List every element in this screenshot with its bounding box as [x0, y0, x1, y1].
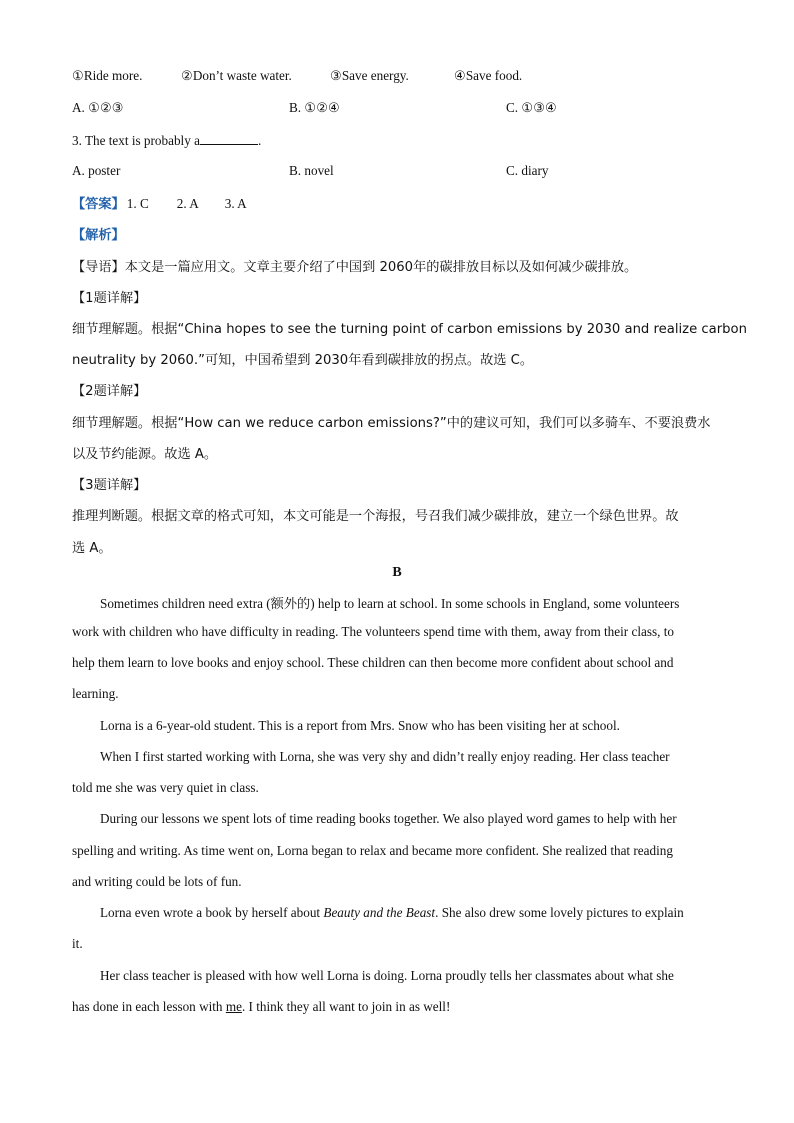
detail-3-line-2: 选 A。	[72, 541, 112, 556]
p4-line-1: During our lessons we spent lots of time reading books together. We also played word games to help with her	[100, 811, 677, 826]
q2-option-c: C. ①③④	[506, 100, 557, 115]
p6-line-2-post: . I think they all want to join in as well!	[241, 999, 451, 1014]
p5-line-1	[100, 905, 684, 921]
p4-line-3: and writing could be lots of fun.	[72, 874, 242, 889]
p6-line-2-pre: has done in each lesson with	[72, 999, 226, 1014]
book-title: Beauty and the Beast	[323, 905, 436, 920]
q2-item-1: ①Ride more.	[72, 68, 143, 83]
q2-option-a: A. ①②③	[72, 100, 124, 115]
detail-1-line-1: 细节理解题。根据“China hopes to see the turning point of carbon emissions by 2030 and realize carbon	[72, 322, 747, 337]
answer-2: 2. A	[176, 196, 199, 211]
p1-line-4: learning.	[72, 686, 119, 701]
detail-2-line-1: 细节理解题。根据“How can we reduce carbon emissions?”中的建议可知，我们可以多骑车、不要浪费水	[72, 416, 711, 431]
p6-line-1: Her class teacher is pleased with how well Lorna is doing. Lorna proudly tells her classmates about what she	[100, 968, 674, 983]
answer-1: 1. C	[126, 196, 149, 211]
q3-stem-text: 3. The text is probably a	[72, 133, 200, 148]
detail-3-label: 【3题详解】	[72, 478, 147, 493]
answer-3: 3. A	[224, 196, 247, 211]
p5-line-2: it.	[72, 936, 83, 951]
detail-1-label: 【1题详解】	[72, 291, 147, 306]
p5-post: . She also drew some lovely pictures to explain	[435, 905, 684, 920]
answer-blank	[200, 132, 258, 145]
underlined-word: me	[225, 999, 242, 1014]
detail-2-label: 【2题详解】	[72, 384, 147, 399]
p3-line-1: When I first started working with Lorna, she was very shy and didn’t really enjoy reading. Her class teacher	[100, 749, 670, 764]
p1-line-2: work with children who have difficulty in reading. The volunteers spend time with them, away from their class, to	[72, 624, 674, 639]
q2-item-3: ③Save energy.	[330, 68, 409, 83]
answer-label: 【答案】	[72, 197, 125, 212]
q3-stem	[72, 132, 261, 149]
p2-line-1: Lorna is a 6-year-old student. This is a report from Mrs. Snow who has been visiting her at school.	[100, 718, 620, 733]
answer-row	[72, 193, 247, 212]
q2-item-4: ④Save food.	[454, 68, 523, 83]
detail-2-line-2: 以及节约能源。故选 A。	[72, 447, 218, 462]
section-b-heading: B	[392, 565, 402, 580]
p3-line-2: told me she was very quiet in class.	[72, 780, 259, 795]
q3-option-a: A. poster	[72, 163, 121, 178]
analysis-label: 【解析】	[72, 228, 125, 243]
p1-line-1: Sometimes children need extra (额外的) help to learn at school. In some schools in England, some volunteers	[100, 596, 680, 611]
p6-line-2	[72, 999, 450, 1015]
detail-3-line-1: 推理判断题。根据文章的格式可知，本文可能是一个海报，号召我们减少碳排放，建立一个绿色世界。故	[72, 509, 679, 524]
detail-1-line-2: neutrality by 2060.”可知，中国希望到 2030年看到碳排放的拐点。故选 C。	[72, 353, 534, 368]
p4-line-2: spelling and writing. As time went on, Lorna began to relax and became more confident. She realized that reading	[72, 843, 673, 858]
q2-item-2: ②Don’t waste water.	[181, 68, 292, 83]
p1-line-3: help them learn to love books and enjoy school. These children can then become more confident about school and	[72, 655, 674, 670]
q3-stem-end: .	[257, 133, 262, 148]
p5-pre: Lorna even wrote a book by herself about	[100, 905, 324, 920]
q2-option-b: B. ①②④	[289, 100, 340, 115]
guide-text: 【导语】本文是一篇应用文。文章主要介绍了中国到 2060年的碳排放目标以及如何减少碳排放。	[72, 260, 638, 275]
q3-option-c: C. diary	[506, 163, 549, 178]
q3-option-b: B. novel	[289, 163, 334, 178]
